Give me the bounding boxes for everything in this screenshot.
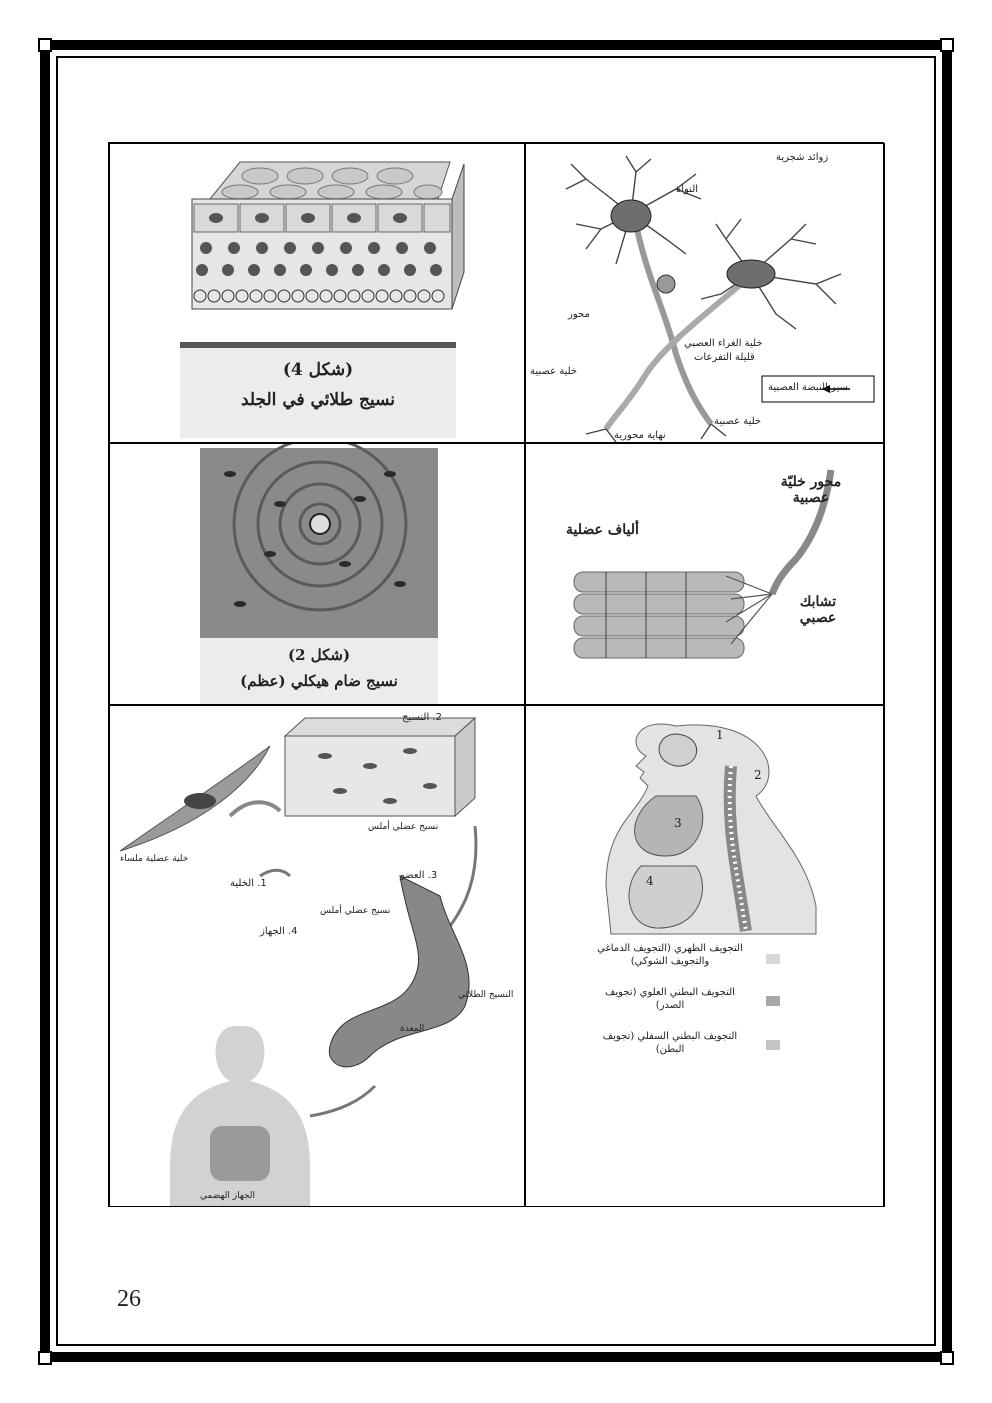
legend-item xyxy=(590,1030,770,1074)
legend-item xyxy=(590,942,770,986)
label-axon: محور خليّة عصبية xyxy=(780,474,842,506)
label-muscle-fibers: ألياف عضلية xyxy=(566,522,639,538)
label-axon-terminal: نهاية محورية xyxy=(614,430,666,441)
cavity-number: 2 xyxy=(754,768,762,782)
figure-caption-text: نسيج طلائي في الجلد xyxy=(240,390,396,410)
legend-swatch xyxy=(766,996,780,1006)
cavities-panel xyxy=(525,705,885,1207)
label-system: 4. الجهاز xyxy=(260,926,298,937)
cavities-legend xyxy=(590,942,770,1074)
cavity-number: 4 xyxy=(646,874,654,888)
label-smooth-muscle-cell: خلية عضلية ملساء xyxy=(120,854,189,864)
label-glia-2: قليلة التفرعات xyxy=(694,352,755,363)
label-epithelial-tissue: النسيج الطلائي xyxy=(458,990,514,1000)
figure-grid xyxy=(108,142,884,1207)
label-cell: 1. الخلية xyxy=(230,878,267,889)
label-synapse: تشابك عصبي xyxy=(799,594,837,626)
figure-caption-title: (شكل 4) xyxy=(282,360,354,380)
frame-corner xyxy=(38,38,52,52)
legend-swatch xyxy=(766,954,780,964)
legend-text: التجويف البطني العلوي (تجويف الصدر) xyxy=(605,987,735,1011)
organization-illustration xyxy=(110,706,525,1207)
epithelial-caption xyxy=(180,342,456,438)
bone-panel xyxy=(109,443,525,705)
bone-caption xyxy=(200,638,438,704)
legend-text: التجويف البطني السفلي (تجويف البطن) xyxy=(602,1031,738,1055)
label-tissue: 2. النسيج xyxy=(402,712,442,723)
figure-caption-title: (شكل 2) xyxy=(287,646,351,664)
label-axon: محور xyxy=(568,309,590,320)
frame-corner xyxy=(940,1351,954,1365)
organization-panel xyxy=(109,705,525,1207)
label-glia: خلية الغراء العصبي xyxy=(684,338,763,349)
neuromuscular-panel xyxy=(525,443,885,705)
figure-caption-text: نسيج ضام هيكلي (عظم) xyxy=(240,672,398,690)
label-smooth-muscle-tissue: نسيج عضلي أملس xyxy=(368,822,439,832)
legend-item xyxy=(590,986,770,1030)
label-nucleus: النواة xyxy=(676,184,699,195)
body-cavities-illustration xyxy=(526,706,885,936)
cavity-number: 1 xyxy=(716,728,724,742)
frame-corner xyxy=(940,38,954,52)
neuron-panel xyxy=(525,143,885,443)
label-organ: 3. العضو xyxy=(400,870,438,881)
cavity-number: 3 xyxy=(674,816,682,830)
label-smooth-muscle-tissue-2: نسيج عضلي أملس xyxy=(320,906,391,916)
page-number: 26 xyxy=(117,1286,141,1312)
neuron-illustration xyxy=(526,144,885,443)
frame-corner xyxy=(38,1351,52,1365)
label-nerve-cell-bottom: خلية عصبية xyxy=(714,416,762,427)
legend-swatch xyxy=(766,1040,780,1050)
label-nerve-cell-left: خلية عصبية xyxy=(530,366,578,377)
label-impulse-direction: سير النبضة العصبية xyxy=(768,382,848,393)
label-stomach: المعدة xyxy=(400,1024,425,1034)
label-dendrites: زوائد شجرية xyxy=(776,152,829,163)
label-digestive-system: الجهاز الهضمي xyxy=(200,1191,256,1201)
epithelial-panel xyxy=(109,143,525,443)
legend-text: التجويف الظهري (التجويف الدماغي والتجويف الشوكي) xyxy=(597,943,743,967)
